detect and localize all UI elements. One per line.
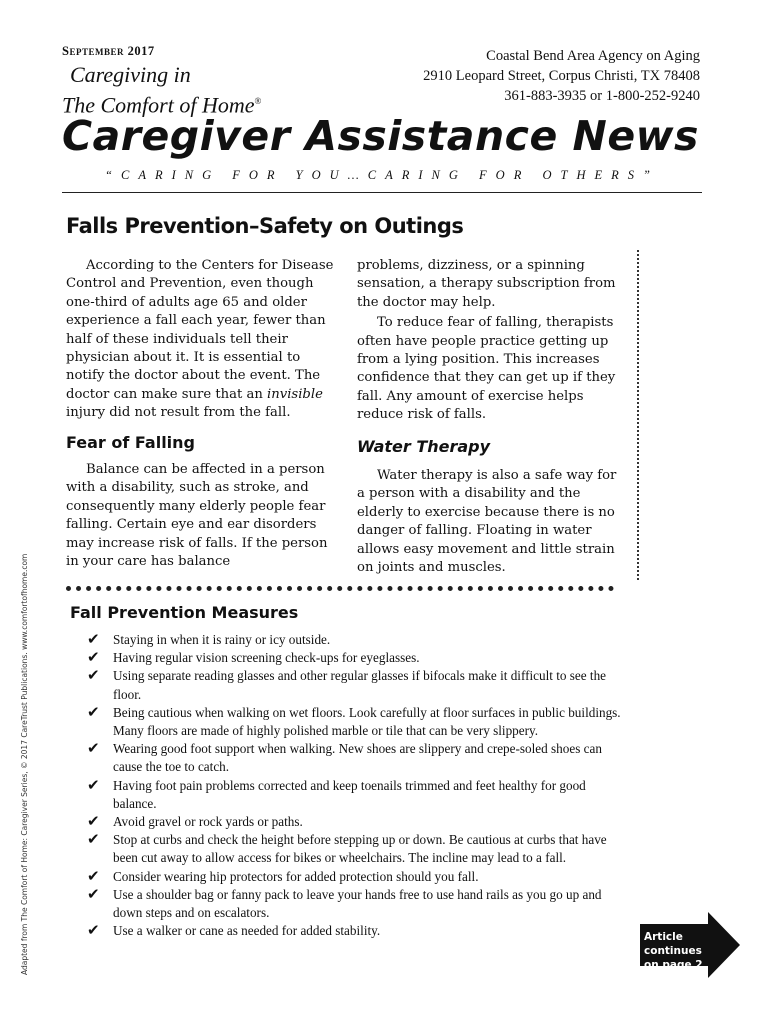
water-therapy-section [357, 467, 625, 577]
list-item-text: Using separate reading glasses and other regular glasses if bifocals make it difficult to see the floor. [113, 668, 607, 702]
intro-text-end: injury did not result from the fall. [66, 405, 291, 421]
brand-line-2: The Comfort of Home [62, 92, 255, 118]
list-item-text: Staying in when it is rainy or icy outside. [113, 632, 331, 647]
header-divider [62, 192, 702, 193]
checkmark-icon: ✔ [87, 632, 100, 648]
agency-phone: 361-883-3935 or 1-800-252-9240 [504, 88, 700, 104]
intro-text: According to the Centers for Disease Control and Prevention, even though one-third of adults age 65 and older experience a fall each year, fewer than half of these individuals tell their physician about it. It is essential to notify the doctor about the event. The doctor can make sure that an [66, 258, 334, 402]
column-divider-dotted [637, 250, 639, 580]
masthead-title: Caregiver Assistance News [62, 112, 699, 160]
list-item [84, 740, 632, 776]
list-item-text: Having regular vision screening check-ups for eyeglasses. [113, 650, 420, 666]
continues-label [644, 930, 740, 972]
continuation-paragraph: problems, dizziness, or a spinning sensation, a therapy subscription from the doctor may help. [357, 258, 616, 310]
list-item [84, 667, 632, 703]
fall-prevention-heading: Fall Prevention Measures [70, 603, 299, 622]
checkmark-icon: ✔ [87, 668, 100, 685]
list-item-text: Wearing good foot support when walking. New shoes are slippery and crepe-soled shoes can cause the toe to catch. [113, 741, 602, 775]
therapists-paragraph: To reduce fear of falling, therapists often have people practice getting up from a lying position. This increases confidence that they can get up if they fall. Any amount of exercise helps reduce risk of falls. [357, 315, 616, 423]
brand-line-1: Caregiving in [70, 62, 191, 87]
checkmark-icon: ✔ [87, 832, 100, 849]
checkmark-icon: ✔ [87, 886, 100, 903]
agency-name: Coastal Bend Area Agency on Aging [486, 48, 700, 64]
side-credit: Adapted from The Comfort of Home: Caregiver Series, © 2017 CareTrust Publications. www.comfortofhome.com [20, 553, 29, 975]
water-paragraph: Water therapy is also a safe way for a person with a disability and the elderly to exercise because there is no danger of falling. Floating in water allows easy movement and little strain on joints and muscles. [357, 468, 617, 576]
list-item [84, 649, 632, 667]
checkmark-icon: ✔ [87, 777, 100, 794]
list-item-text: Being cautious when walking on wet floors. Look carefully at floor surfaces in public buildings. Many floors are made of highly polished marble or tile that can be very slippery. [113, 704, 621, 739]
registered-mark: ® [254, 96, 262, 106]
intro-emphasis: invisible [267, 386, 323, 402]
brand-logo [62, 62, 261, 118]
article-continuation [357, 257, 625, 425]
list-item-text: Use a walker or cane as needed for added stability. [113, 923, 381, 939]
list-item-text: Use a shoulder bag or fanny pack to leave your hands free to use hand rails as you go up and down steps and on escalators. [113, 886, 602, 921]
checkmark-icon: ✔ [87, 650, 100, 667]
checkmark-icon: ✔ [87, 814, 100, 831]
checkmark-icon: ✔ [87, 704, 100, 721]
agency-address: 2910 Leopard Street, Corpus Christi, TX 78408 [423, 68, 700, 84]
agency-block [423, 46, 700, 106]
fear-paragraph: Balance can be affected in a person with a disability, such as stroke, and consequently many elderly people fear falling. Certain eye and ear disorders may increase risk of falls. If the person in your care has balance [66, 462, 328, 570]
list-item [84, 631, 632, 649]
issue-date: September 2017 [62, 44, 155, 58]
list-item [84, 704, 632, 740]
article-intro [66, 257, 334, 423]
fear-of-falling-heading: Fear of Falling [66, 433, 195, 452]
checkmark-icon: ✔ [87, 741, 100, 758]
checkmark-icon: ✔ [87, 923, 100, 940]
list-item-text: Avoid gravel or rock yards or paths. [113, 814, 303, 830]
list-item [84, 831, 632, 867]
list-item [84, 813, 632, 831]
continues-line-2: on page 2 [644, 959, 703, 971]
list-item-text: Stop at curbs and check the height before stepping up or down. Be cautious at curbs that have been cut away to allow access for bikes or wheelchairs. The incline may lead to a fall. [113, 832, 607, 866]
continues-line-1: Article continues [644, 931, 702, 957]
list-item [84, 777, 632, 813]
list-item [84, 868, 632, 886]
fear-of-falling-section [66, 461, 334, 571]
list-item [84, 886, 632, 922]
list-item-text: Having foot pain problems corrected and keep toenails trimmed and feet healthy for good balance. [113, 777, 586, 811]
article-title: Falls Prevention–Safety on Outings [66, 214, 464, 238]
checkmark-icon: ✔ [87, 868, 100, 885]
water-therapy-heading: Water Therapy [357, 437, 491, 456]
article-continues-arrow[interactable] [640, 912, 740, 978]
list-item-text: Consider wearing hip protectors for added protection should you fall. [113, 868, 479, 884]
fall-prevention-list [84, 631, 632, 940]
section-divider-dotted [66, 586, 614, 591]
tagline: “CARING FOR YOU…CARING FOR OTHERS” [105, 168, 659, 182]
intro-paragraph [66, 257, 334, 423]
list-item [84, 922, 632, 940]
